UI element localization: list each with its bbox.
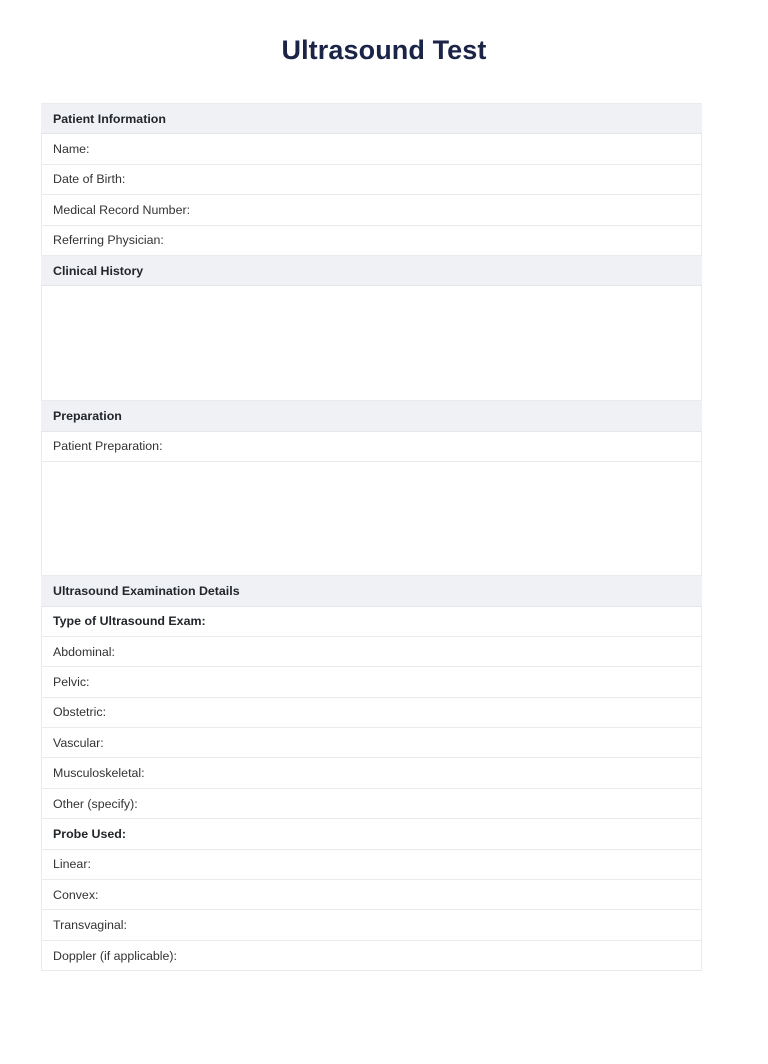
table-row xyxy=(42,940,702,970)
table-row xyxy=(42,788,702,818)
table-row xyxy=(42,255,702,285)
field-label-cell[interactable]: Referring Physician: xyxy=(42,225,702,255)
page-title: Ultrasound Test xyxy=(281,35,487,65)
table-row xyxy=(42,819,702,849)
blank-entry-cell[interactable] xyxy=(42,462,702,576)
sub-header-cell: Probe Used: xyxy=(42,819,702,849)
table-row xyxy=(42,758,702,788)
form-table-body xyxy=(42,104,702,971)
table-row xyxy=(42,606,702,636)
field-label-cell[interactable]: Transvaginal: xyxy=(42,910,702,940)
field-label-cell[interactable]: Vascular: xyxy=(42,728,702,758)
table-row xyxy=(42,462,702,576)
section-header-cell: Clinical History xyxy=(42,255,702,285)
table-row xyxy=(42,225,702,255)
field-label-cell[interactable]: Patient Preparation: xyxy=(42,431,702,461)
field-label-cell[interactable]: Pelvic: xyxy=(42,667,702,697)
table-row xyxy=(42,728,702,758)
table-row xyxy=(42,195,702,225)
table-row xyxy=(42,104,702,134)
field-label-cell[interactable]: Doppler (if applicable): xyxy=(42,940,702,970)
field-label-cell[interactable]: Linear: xyxy=(42,849,702,879)
blank-entry-cell[interactable] xyxy=(42,286,702,401)
field-label-cell[interactable]: Musculoskeletal: xyxy=(42,758,702,788)
field-label-cell[interactable]: Medical Record Number: xyxy=(42,195,702,225)
table-row xyxy=(42,134,702,164)
field-label-cell[interactable]: Convex: xyxy=(42,880,702,910)
section-header-cell: Patient Information xyxy=(42,104,702,134)
table-row xyxy=(42,910,702,940)
sub-header-cell: Type of Ultrasound Exam: xyxy=(42,606,702,636)
field-label-cell[interactable]: Other (specify): xyxy=(42,788,702,818)
table-row xyxy=(42,164,702,194)
table-row xyxy=(42,286,702,401)
section-header-cell: Preparation xyxy=(42,401,702,431)
table-row xyxy=(42,431,702,461)
table-row xyxy=(42,697,702,727)
table-row xyxy=(42,636,702,666)
field-label-cell[interactable]: Abdominal: xyxy=(42,636,702,666)
table-row xyxy=(42,880,702,910)
table-row xyxy=(42,401,702,431)
field-label-cell[interactable]: Date of Birth: xyxy=(42,164,702,194)
table-row xyxy=(42,849,702,879)
table-row xyxy=(42,576,702,606)
section-header-cell: Ultrasound Examination Details xyxy=(42,576,702,606)
ultrasound-test-form-table xyxy=(41,103,702,971)
field-label-cell[interactable]: Obstetric: xyxy=(42,697,702,727)
field-label-cell[interactable]: Name: xyxy=(42,134,702,164)
table-row xyxy=(42,667,702,697)
